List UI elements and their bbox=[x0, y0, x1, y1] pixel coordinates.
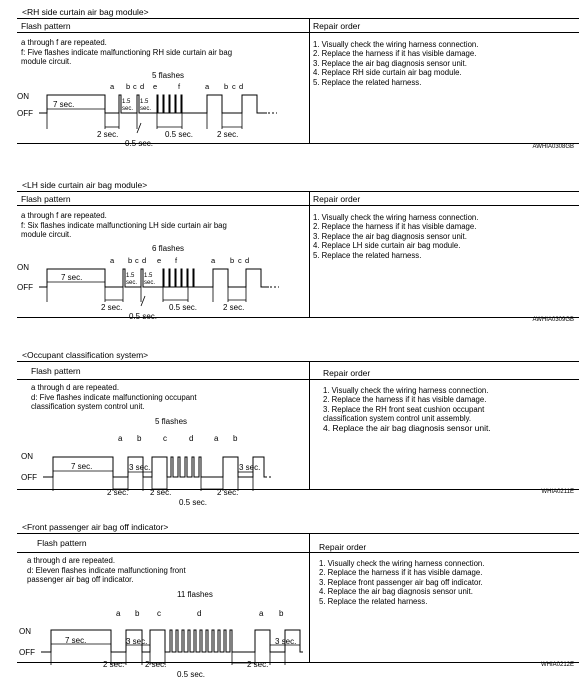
svg-text:c: c bbox=[232, 82, 236, 91]
section-title: <LH side curtain air bag module> bbox=[22, 180, 148, 190]
svg-text:1.5: 1.5 bbox=[144, 273, 153, 279]
svg-text:3 sec.: 3 sec. bbox=[239, 463, 261, 472]
svg-text:d: d bbox=[189, 434, 194, 443]
svg-text:a: a bbox=[116, 609, 121, 618]
svg-text:a: a bbox=[110, 82, 115, 91]
svg-text:f: f bbox=[175, 256, 178, 265]
flash-pattern-diagram bbox=[17, 415, 307, 495]
svg-text:d: d bbox=[140, 82, 145, 91]
on-label: ON bbox=[21, 452, 33, 461]
flash-pattern-header: Flash pattern bbox=[21, 21, 71, 31]
svg-text:3 sec.: 3 sec. bbox=[275, 637, 297, 646]
svg-text:b: b bbox=[279, 609, 284, 618]
repair-order-header: Repair order bbox=[319, 542, 367, 552]
flash-description: a through d are repeated. d: Eleven flashes indicate malfunctioning front passenger air bag off indicator. bbox=[27, 556, 186, 585]
repair-step: 2. Replace the harness if it has visible damage. bbox=[313, 222, 477, 232]
section-title: <Occupant classification system> bbox=[22, 350, 149, 360]
flash-pattern-header: Flash pattern bbox=[31, 366, 81, 376]
svg-text:b: b bbox=[135, 609, 140, 618]
svg-text:7 sec.: 7 sec. bbox=[71, 462, 93, 471]
svg-text:b: b bbox=[137, 434, 142, 443]
svg-text:d: d bbox=[239, 82, 244, 91]
half-sec-label: 0.5 sec. bbox=[179, 498, 208, 507]
svg-text:f: f bbox=[178, 82, 181, 91]
repair-step: 3. Replace the RH front seat cushion occupant bbox=[323, 404, 485, 414]
section-title: <Front passenger air bag off indicator> bbox=[22, 522, 169, 532]
flashes-label: 6 flashes bbox=[152, 244, 185, 253]
on-label: ON bbox=[17, 263, 29, 272]
svg-text:b: b bbox=[233, 434, 238, 443]
svg-text:2 sec.: 2 sec. bbox=[217, 488, 239, 495]
svg-text:2 sec.: 2 sec. bbox=[150, 488, 172, 495]
svg-text:e: e bbox=[157, 256, 162, 265]
repair-step: 2. Replace the harness if it has visible damage. bbox=[313, 49, 477, 59]
flashes-label: 5 flashes bbox=[155, 417, 188, 426]
svg-text:7 sec.: 7 sec. bbox=[65, 636, 87, 645]
flash-pattern-diagram bbox=[17, 242, 307, 322]
repair-order-header: Repair order bbox=[323, 368, 371, 378]
svg-text:0.5 sec.: 0.5 sec. bbox=[169, 303, 198, 312]
svg-text:2 sec.: 2 sec. bbox=[247, 660, 269, 667]
svg-text:7 sec.: 7 sec. bbox=[61, 273, 83, 282]
figure-code: WHIA0211E bbox=[541, 489, 574, 495]
flash-pattern-header: Flash pattern bbox=[21, 194, 71, 204]
svg-text:e: e bbox=[153, 82, 158, 91]
repair-order-header: Repair order bbox=[313, 21, 361, 31]
svg-text:d: d bbox=[197, 609, 202, 618]
flash-pattern-diagram bbox=[17, 71, 307, 151]
repair-step: 3. Replace the air bag diagnosis sensor unit. bbox=[313, 231, 467, 241]
repair-step: 3. Replace front passenger air bag off indicator. bbox=[319, 577, 483, 587]
on-label: ON bbox=[17, 92, 29, 101]
figure-code: AWHIA0308GB bbox=[532, 144, 574, 150]
svg-text:2 sec.: 2 sec. bbox=[103, 660, 125, 667]
svg-text:c: c bbox=[157, 609, 161, 618]
svg-text:0.5 sec.: 0.5 sec. bbox=[125, 139, 154, 148]
repair-order-list bbox=[313, 40, 578, 87]
svg-text:sec.: sec. bbox=[144, 280, 156, 286]
repair-step: 2. Replace the harness if it has visible damage. bbox=[323, 395, 487, 405]
repair-step: 1. Visually check the wiring harness connection. bbox=[313, 40, 479, 49]
svg-text:2 sec.: 2 sec. bbox=[101, 303, 123, 312]
svg-text:2 sec.: 2 sec. bbox=[145, 660, 167, 667]
figure-code: WHIA0212E bbox=[540, 662, 574, 668]
svg-text:c: c bbox=[238, 256, 242, 265]
svg-text:2 sec.: 2 sec. bbox=[107, 488, 129, 495]
svg-text:c: c bbox=[135, 256, 139, 265]
svg-text:a: a bbox=[214, 434, 219, 443]
svg-text:a: a bbox=[211, 256, 216, 265]
on-label: ON bbox=[19, 627, 31, 636]
svg-text:2 sec.: 2 sec. bbox=[97, 130, 119, 139]
repair-step: 4. Replace RH side curtain air bag module. bbox=[313, 68, 462, 78]
repair-step: 2. Replace the harness if it has visible damage. bbox=[319, 568, 483, 578]
svg-text:7 sec.: 7 sec. bbox=[53, 100, 75, 109]
flash-description: a through d are repeated. d: Five flashes indicate malfunctioning occupant classification system control unit. bbox=[31, 383, 197, 412]
flash-description: a through f are repeated. f: Five flashes indicate malfunctioning RH side curtain air bag module circuit. bbox=[21, 38, 233, 67]
svg-text:sec.: sec. bbox=[140, 106, 152, 112]
repair-step: 4. Replace the air bag diagnosis sensor unit. bbox=[319, 587, 473, 597]
svg-text:c: c bbox=[163, 434, 167, 443]
svg-text:d: d bbox=[142, 256, 147, 265]
flash-pattern-header: Flash pattern bbox=[37, 538, 87, 548]
repair-step: 1. Visually check the wiring harness connection. bbox=[323, 386, 489, 395]
repair-order-header: Repair order bbox=[313, 194, 361, 204]
svg-text:3 sec.: 3 sec. bbox=[126, 637, 148, 646]
repair-order-list bbox=[319, 559, 580, 606]
repair-step: 3. Replace the air bag diagnosis sensor unit. bbox=[313, 58, 467, 68]
repair-step: 4. Replace LH side curtain air bag module. bbox=[313, 241, 461, 251]
repair-step: 5. Replace the related harness. bbox=[313, 77, 422, 87]
svg-text:1.5: 1.5 bbox=[122, 99, 131, 105]
svg-text:b: b bbox=[230, 256, 235, 265]
repair-step: 4. Replace the air bag diagnosis sensor unit. bbox=[323, 422, 491, 433]
svg-text:b: b bbox=[224, 82, 229, 91]
svg-text:1.5: 1.5 bbox=[140, 99, 149, 105]
flashes-label: 5 flashes bbox=[152, 71, 185, 80]
flashes-label: 11 flashes bbox=[177, 590, 213, 599]
svg-text:b: b bbox=[126, 82, 131, 91]
svg-text:2 sec.: 2 sec. bbox=[223, 303, 245, 312]
repair-step: 1. Visually check the wiring harness connection. bbox=[313, 213, 479, 222]
repair-order-list bbox=[323, 386, 580, 433]
section-title: <RH side curtain air bag module> bbox=[22, 7, 149, 17]
svg-text:c: c bbox=[133, 82, 137, 91]
svg-text:0.5 sec.: 0.5 sec. bbox=[129, 312, 158, 321]
figure-code: AWHIA0309GB bbox=[532, 317, 574, 323]
off-label: OFF bbox=[17, 109, 33, 118]
half-sec-label: 0.5 sec. bbox=[177, 670, 206, 679]
svg-text:a: a bbox=[259, 609, 264, 618]
off-label: OFF bbox=[21, 473, 37, 482]
svg-text:0.5 sec.: 0.5 sec. bbox=[165, 130, 194, 139]
flash-pattern-diagram bbox=[17, 587, 307, 667]
repair-order-list bbox=[313, 213, 578, 260]
svg-text:a: a bbox=[110, 256, 115, 265]
repair-step: 5. Replace the related harness. bbox=[313, 250, 422, 260]
svg-text:sec.: sec. bbox=[126, 280, 138, 286]
svg-text:a: a bbox=[205, 82, 210, 91]
off-label: OFF bbox=[19, 648, 35, 657]
svg-text:b: b bbox=[128, 256, 133, 265]
svg-text:1.5: 1.5 bbox=[126, 273, 135, 279]
flash-description: a through f are repeated. f: Six flashes indicate malfunctioning LH side curtain air bag module circuit. bbox=[21, 211, 227, 240]
svg-text:sec.: sec. bbox=[122, 106, 134, 112]
svg-text:a: a bbox=[118, 434, 123, 443]
repair-step: 5. Replace the related harness. bbox=[319, 596, 428, 606]
repair-step: 1. Visually check the wiring harness connection. bbox=[319, 559, 485, 568]
svg-text:d: d bbox=[245, 256, 250, 265]
svg-text:2 sec.: 2 sec. bbox=[217, 130, 239, 139]
svg-text:3 sec.: 3 sec. bbox=[129, 463, 151, 472]
off-label: OFF bbox=[17, 283, 33, 292]
repair-step: classification system control unit assembly. bbox=[323, 414, 472, 424]
